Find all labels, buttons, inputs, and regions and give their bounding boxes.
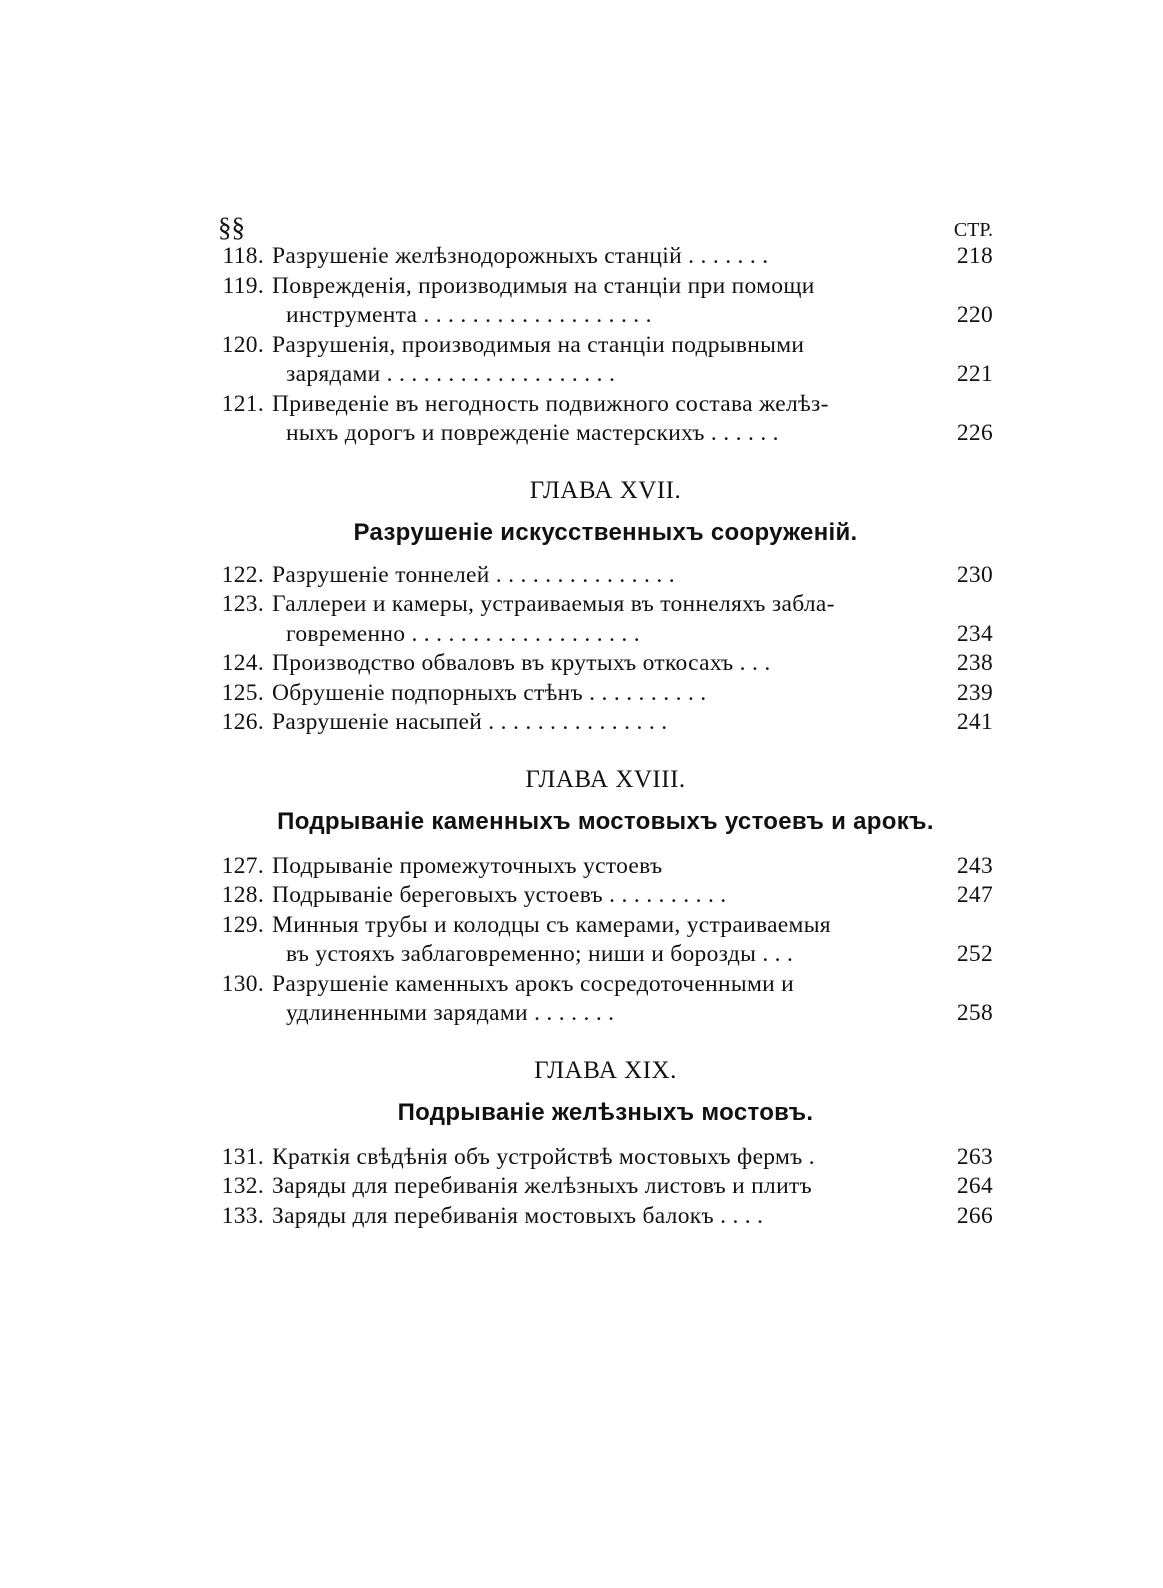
entry-list-ch17 [218,561,993,738]
entry-number: 131. [221,1143,264,1170]
toc-entry [218,242,993,272]
entry-page: 230 [956,561,993,588]
entry-page: 220 [956,302,993,328]
entry-title: Заряды для перебиванія желѣзныхъ листовъ и плитъ [272,1173,812,1199]
toc-entry [218,708,993,738]
entry-title: Разрушеніе желѣзнодорожныхъ станцій . . . . . . . [272,243,769,269]
entry-page: 221 [956,361,993,387]
entry-page: 226 [956,420,993,446]
entry-number: 127. [221,852,264,879]
entry-number: 129. [221,911,264,938]
toc-entry [218,590,993,620]
entry-number: 122. [221,561,264,588]
entry-page: 241 [956,709,993,735]
entry-page: 234 [956,620,993,647]
toc-entry-continuation [218,940,993,970]
toc-entry [218,561,993,591]
entry-number: 120. [221,331,264,358]
toc-entry-continuation [218,620,993,650]
entry-title: Разрушеніе насыпей . . . . . . . . . . . . . . . [272,709,668,735]
entry-title: Обрушеніе подпорныхъ стѣнъ . . . . . . . . . . [272,679,707,706]
entry-title-continued: въ устояхъ заблаговременно; ниши и борозды . . . [286,941,794,967]
entry-title: Подрываніе промежуточныхъ устоевъ [272,852,663,879]
chapter-title: Подрываніе каменныхъ мостовыхъ устоевъ и арокъ. [277,807,934,835]
entry-page: 238 [956,650,993,676]
toc-entry [218,852,993,882]
toc-header [218,212,993,242]
chapter-label: ГЛАВА XVIII. [525,765,686,793]
entry-page: 263 [956,1143,993,1170]
entry-number: 119. [222,272,264,299]
entry-title: Подрываніе береговыхъ устоевъ . . . . . . . . . . [272,882,727,908]
toc-entry-continuation [218,360,993,390]
entry-title-continued: зарядами . . . . . . . . . . . . . . . . . . . [286,361,616,387]
toc-entry [218,881,993,911]
entry-list-a [218,242,993,449]
entry-title-continued: удлиненными зарядами . . . . . . . [286,1000,615,1026]
entry-title: Разрушеніе каменныхъ арокъ сосредоточенными и [272,970,795,997]
entry-title: Производство обваловъ въ крутыхъ откосахъ . . . [272,650,771,676]
section-mark: §§ [218,212,245,242]
toc-entry [218,970,993,1000]
toc-entry [218,390,993,420]
entry-number: 118. [222,243,264,269]
table-of-contents [218,212,993,1231]
entry-title: Разрушенія, производимыя на станціи подрывными [272,331,805,358]
toc-entry [218,272,993,302]
toc-entry-continuation [218,999,993,1029]
toc-entry [218,1202,993,1232]
toc-entry [218,649,993,679]
chapter-label: ГЛАВА XVII. [529,476,682,504]
entry-title: Разрушеніе тоннелей . . . . . . . . . . . . . . . [272,561,675,588]
entry-title: Поврежденія, производимыя на станціи при помощи [272,272,815,299]
entry-page: 239 [956,679,993,706]
chapter-title: Подрываніе желѣзныхъ мостовъ. [397,1098,814,1126]
entry-title: Приведеніе въ негодность подвижного состава желѣз- [272,390,829,417]
toc-entry-continuation [218,419,993,449]
entry-number: 121. [221,390,264,417]
toc-entry [218,911,993,941]
entry-number: 133. [221,1202,264,1229]
entry-title: Заряды для перебиванія мостовыхъ балокъ . . . . [272,1202,764,1229]
entry-page: 243 [956,852,993,879]
entry-number: 130. [221,970,264,997]
toc-entry [218,679,993,709]
entry-title-continued: говременно . . . . . . . . . . . . . . . . . . . [286,620,640,647]
chapter-label: ГЛАВА XIX. [534,1056,677,1084]
entry-page: 252 [956,941,993,967]
entry-number: 123. [221,591,264,617]
entry-list-ch18 [218,852,993,1029]
entry-number: 125. [221,679,264,706]
entry-page: 258 [956,1000,993,1026]
entry-title: Краткія свѣдѣнія объ устройствѣ мостовыхъ фермъ . [272,1143,815,1170]
entry-number: 132. [221,1173,264,1199]
entry-page: 247 [956,882,993,908]
entry-list-ch19 [218,1143,993,1232]
entry-title: Галлереи и камеры, устраиваемыя въ тоннеляхъ забла- [272,591,835,617]
toc-entry [218,331,993,361]
entry-number: 126. [221,709,264,735]
entry-page: 264 [956,1173,993,1199]
entry-page: 218 [956,243,993,269]
entry-title-continued: ныхъ дорогъ и поврежденіе мастерскихъ . . . . . . [286,420,779,446]
entry-number: 124. [221,650,264,676]
toc-entry [218,1172,993,1202]
entry-title-continued: инструмента . . . . . . . . . . . . . . . . . . . [286,302,652,328]
entry-number: 128. [221,882,264,908]
page-column-label: СТР. [953,219,993,241]
entry-page: 266 [956,1202,993,1229]
chapter-title: Разрушеніе искусственныхъ сооруженій. [353,518,858,546]
toc-entry-continuation [218,301,993,331]
entry-title: Минныя трубы и колодцы съ камерами, устраиваемыя [272,911,831,938]
toc-entry [218,1143,993,1173]
